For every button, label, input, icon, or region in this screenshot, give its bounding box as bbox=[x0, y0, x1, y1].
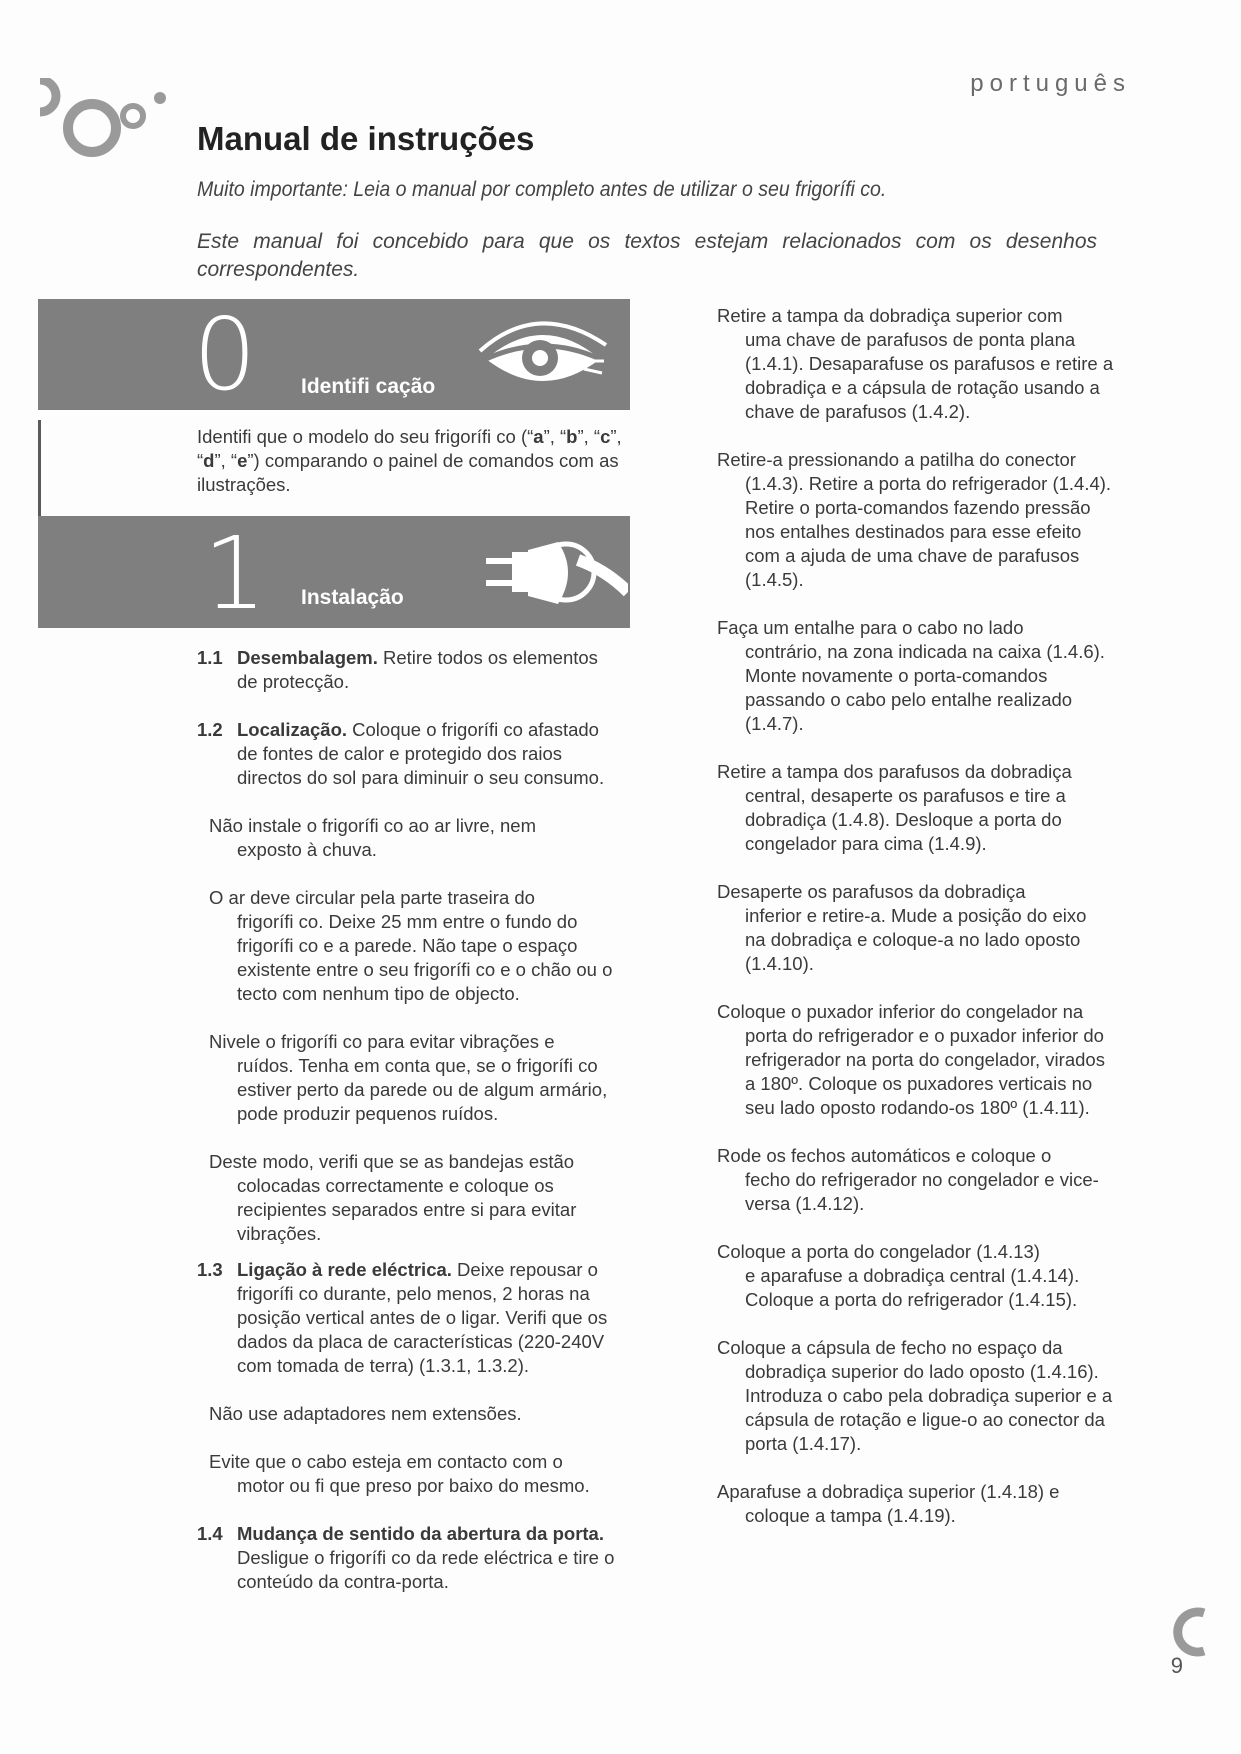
section-0-band bbox=[38, 299, 630, 410]
paragraph-line: coloque a tampa (1.4.19). bbox=[745, 1505, 956, 1526]
section-text: com tomada de terra) (1.3.1, 1.3.2). bbox=[237, 1355, 530, 1376]
paragraph-line: Não use adaptadores nem extensões. bbox=[209, 1403, 522, 1424]
subtitle: Muito importante: Leia o manual por completo antes de utilizar o seu frigorífi co. bbox=[197, 178, 887, 201]
section-number: 1.2 bbox=[197, 719, 223, 740]
paragraph bbox=[717, 1240, 1157, 1312]
brand-logo bbox=[36, 78, 171, 178]
paragraph bbox=[717, 1336, 1157, 1456]
paragraph-line: congelador para cima (1.4.9). bbox=[745, 833, 987, 854]
model-b: b bbox=[566, 426, 578, 447]
plug-icon bbox=[478, 530, 628, 620]
section-text: de protecção. bbox=[237, 671, 350, 692]
paragraph-line: Evite que o cabo esteja em contacto com o bbox=[209, 1451, 563, 1472]
section-1-band bbox=[38, 516, 630, 628]
section-1-3 bbox=[197, 1258, 637, 1378]
section-number: 1.4 bbox=[197, 1523, 223, 1544]
paragraph-line: tecto com nenhum tipo de objecto. bbox=[237, 983, 520, 1004]
section-text: Deixe repousar o bbox=[451, 1259, 598, 1280]
paragraph-line: na dobradiça e coloque-a no lado oposto bbox=[745, 929, 1081, 950]
page-title: Manual de instruções bbox=[197, 120, 535, 157]
model-c: c bbox=[600, 426, 611, 447]
model-d: d bbox=[203, 450, 215, 471]
paragraph-line: estiver perto da parede ou de algum armário, bbox=[237, 1079, 608, 1100]
paragraph-line: a 180º. Coloque os puxadores verticais no bbox=[745, 1073, 1093, 1094]
eye-icon bbox=[478, 311, 608, 401]
model-e: e bbox=[237, 450, 248, 471]
section-text: de fontes de calor e protegido dos raios bbox=[237, 743, 562, 764]
paragraph-line: inferior e retire-a. Mude a posição do eixo bbox=[745, 905, 1087, 926]
paragraph-line: motor ou fi que preso por baixo do mesmo. bbox=[237, 1475, 590, 1496]
paragraph-line: existente entre o seu frigorífi co e o chão ou o bbox=[237, 959, 613, 980]
model-a: a bbox=[533, 426, 544, 447]
paragraph-line: Faça um entalhe para o cabo no lado bbox=[717, 617, 1024, 638]
divider-line bbox=[38, 420, 41, 530]
paragraph-line: frigorífi co. Deixe 25 mm entre o fundo do bbox=[237, 911, 578, 932]
paragraph-line: dobradiça e a cápsula de rotação usando a bbox=[745, 377, 1100, 398]
paragraph bbox=[717, 1000, 1157, 1120]
paragraph-line: cápsula de rotação e ligue-o ao conector da bbox=[745, 1409, 1105, 1430]
paragraph-line: Retire-a pressionando a patilha do conector bbox=[717, 449, 1076, 470]
section-number: 1.3 bbox=[197, 1259, 223, 1280]
paragraph bbox=[717, 760, 1157, 856]
paragraph bbox=[197, 1402, 637, 1426]
paragraph-line: Rode os fechos automáticos e coloque o bbox=[717, 1145, 1052, 1166]
paragraph-line: porta (1.4.17). bbox=[745, 1433, 862, 1454]
paragraph bbox=[717, 448, 1157, 592]
page-number: 9 bbox=[1170, 1653, 1183, 1678]
paragraph-line: refrigerador na porta do congelador, virados bbox=[745, 1049, 1105, 1070]
intro-paragraph: Este manual foi concebido para que os textos estejam relacionados com os desenhos correspondentes. bbox=[197, 230, 1097, 281]
paragraph bbox=[197, 1150, 637, 1246]
paragraph-line: Nivele o frigorífi co para evitar vibrações e bbox=[209, 1031, 555, 1052]
paragraph-line: Não instale o frigorífi co ao ar livre, nem bbox=[209, 815, 536, 836]
paragraph-line: Coloque a porta do refrigerador (1.4.15). bbox=[745, 1289, 1078, 1310]
paragraph-line: Monte novamente o porta-comandos bbox=[745, 665, 1048, 686]
section-text: conteúdo da contra-porta. bbox=[237, 1571, 449, 1592]
paragraph bbox=[197, 814, 637, 862]
desc-pre: Identifi que o modelo do seu frigorífi co (“ bbox=[197, 426, 534, 447]
corner-logo-arc bbox=[1172, 1607, 1208, 1657]
paragraph-line: (1.4.7). bbox=[745, 713, 804, 734]
paragraph-line: Coloque a porta do congelador (1.4.13) bbox=[717, 1241, 1040, 1262]
section-number: 1.1 bbox=[197, 647, 223, 668]
paragraph bbox=[717, 616, 1157, 736]
paragraph-line: versa (1.4.12). bbox=[745, 1193, 865, 1214]
paragraph-line: Retire a tampa da dobradiça superior com bbox=[717, 305, 1063, 326]
paragraph-line: recipientes separados entre si para evitar bbox=[237, 1199, 577, 1220]
section-heading: Localização. bbox=[237, 719, 348, 740]
section-0-text: Identifi que o modelo do seu frigorífi co (“a”, “b”, “c”, “d”, “e”) comparando o painel de comandos com as ilustrações. bbox=[197, 426, 622, 495]
right-column bbox=[717, 304, 1157, 1552]
paragraph-line: exposto à chuva. bbox=[237, 839, 377, 860]
paragraph-line: colocadas correctamente e coloque os bbox=[237, 1175, 554, 1196]
paragraph-line: passando o cabo pelo entalhe realizado bbox=[745, 689, 1073, 710]
section-1-number: 1 bbox=[203, 516, 267, 628]
section-0-number: 0 bbox=[193, 299, 257, 410]
paragraph-line: e aparafuse a dobradiça central (1.4.14). bbox=[745, 1265, 1080, 1286]
paragraph-line: (1.4.3). Retire a porta do refrigerador (1.4.4). bbox=[745, 473, 1112, 494]
paragraph-line: (1.4.10). bbox=[745, 953, 814, 974]
paragraph-line: uma chave de parafusos de ponta plana bbox=[745, 329, 1076, 350]
paragraph-line: com a ajuda de uma chave de parafusos bbox=[745, 545, 1080, 566]
paragraph-line: dobradiça (1.4.8). Desloque a porta do bbox=[745, 809, 1062, 830]
section-1-label: Instalação bbox=[301, 586, 404, 609]
section-text: directos do sol para diminuir o seu consumo. bbox=[237, 767, 605, 788]
paragraph-line: chave de parafusos (1.4.2). bbox=[745, 401, 971, 422]
paragraph-line: frigorífi co e a parede. Não tape o espaço bbox=[237, 935, 578, 956]
paragraph bbox=[197, 886, 637, 1006]
paragraph-line: Coloque a cápsula de fecho no espaço da bbox=[717, 1337, 1063, 1358]
paragraph-line: contrário, na zona indicada na caixa (1.4.6). bbox=[745, 641, 1105, 662]
paragraph-line: Retire o porta-comandos fazendo pressão bbox=[745, 497, 1091, 518]
paragraph-line: Deste modo, verifi que se as bandejas estão bbox=[209, 1151, 575, 1172]
section-text: Retire todos os elementos bbox=[377, 647, 598, 668]
section-text: posição vertical antes de o ligar. Verifi que os bbox=[237, 1307, 608, 1328]
section-0-label: Identifi cação bbox=[301, 375, 436, 398]
section-heading: Ligação à rede eléctrica. bbox=[237, 1259, 452, 1280]
paragraph-line: central, desaperte os parafusos e tire a bbox=[745, 785, 1066, 806]
section-heading: Desembalagem. bbox=[237, 647, 378, 668]
language-label: português bbox=[970, 70, 1131, 97]
paragraph-line: pode produzir pequenos ruídos. bbox=[237, 1103, 499, 1124]
paragraph-line: vibrações. bbox=[237, 1223, 322, 1244]
section-text: Coloque o frigorífi co afastado bbox=[347, 719, 599, 740]
left-column bbox=[197, 646, 637, 1618]
paragraph-line: Introduza o cabo pela dobradiça superior e a bbox=[745, 1385, 1113, 1406]
section-text: dados da placa de características (220-240V bbox=[237, 1331, 605, 1352]
paragraph bbox=[717, 304, 1157, 424]
paragraph bbox=[197, 1450, 637, 1498]
section-heading: Mudança de sentido da abertura da porta. bbox=[237, 1523, 604, 1544]
section-text: frigorífi co durante, pelo menos, 2 horas na bbox=[237, 1283, 590, 1304]
paragraph bbox=[717, 1144, 1157, 1216]
paragraph-line: ruídos. Tenha em conta que, se o frigorífi co bbox=[237, 1055, 598, 1076]
paragraph-line: nos entalhes destinados para esse efeito bbox=[745, 521, 1082, 542]
paragraph-line: Coloque o puxador inferior do congelador na bbox=[717, 1001, 1084, 1022]
paragraph-line: seu lado oposto rodando-os 180º (1.4.11). bbox=[745, 1097, 1090, 1118]
paragraph-line: (1.4.5). bbox=[745, 569, 804, 590]
paragraph-line: Aparafuse a dobradiça superior (1.4.18) e bbox=[717, 1481, 1060, 1502]
paragraph bbox=[717, 880, 1157, 976]
paragraph bbox=[717, 1480, 1157, 1528]
paragraph-line: Retire a tampa dos parafusos da dobradiça bbox=[717, 761, 1072, 782]
paragraph-line: (1.4.1). Desaparafuse os parafusos e retire a bbox=[745, 353, 1114, 374]
section-1-2 bbox=[197, 718, 637, 790]
section-1-1 bbox=[197, 646, 637, 694]
paragraph-line: Desaperte os parafusos da dobradiça bbox=[717, 881, 1026, 902]
paragraph-line: fecho do refrigerador no congelador e vice- bbox=[745, 1169, 1099, 1190]
section-text: Desligue o frigorífi co da rede eléctrica e tire o bbox=[237, 1547, 615, 1568]
paragraph-line: porta do refrigerador e o puxador inferior do bbox=[745, 1025, 1104, 1046]
paragraph-line: O ar deve circular pela parte traseira do bbox=[209, 887, 535, 908]
paragraph-line: dobradiça superior do lado oposto (1.4.16). bbox=[745, 1361, 1099, 1382]
paragraph bbox=[197, 1030, 637, 1126]
section-1-4 bbox=[197, 1522, 637, 1594]
desc-post: ”) comparando o painel de comandos com as ilustrações. bbox=[197, 450, 619, 495]
